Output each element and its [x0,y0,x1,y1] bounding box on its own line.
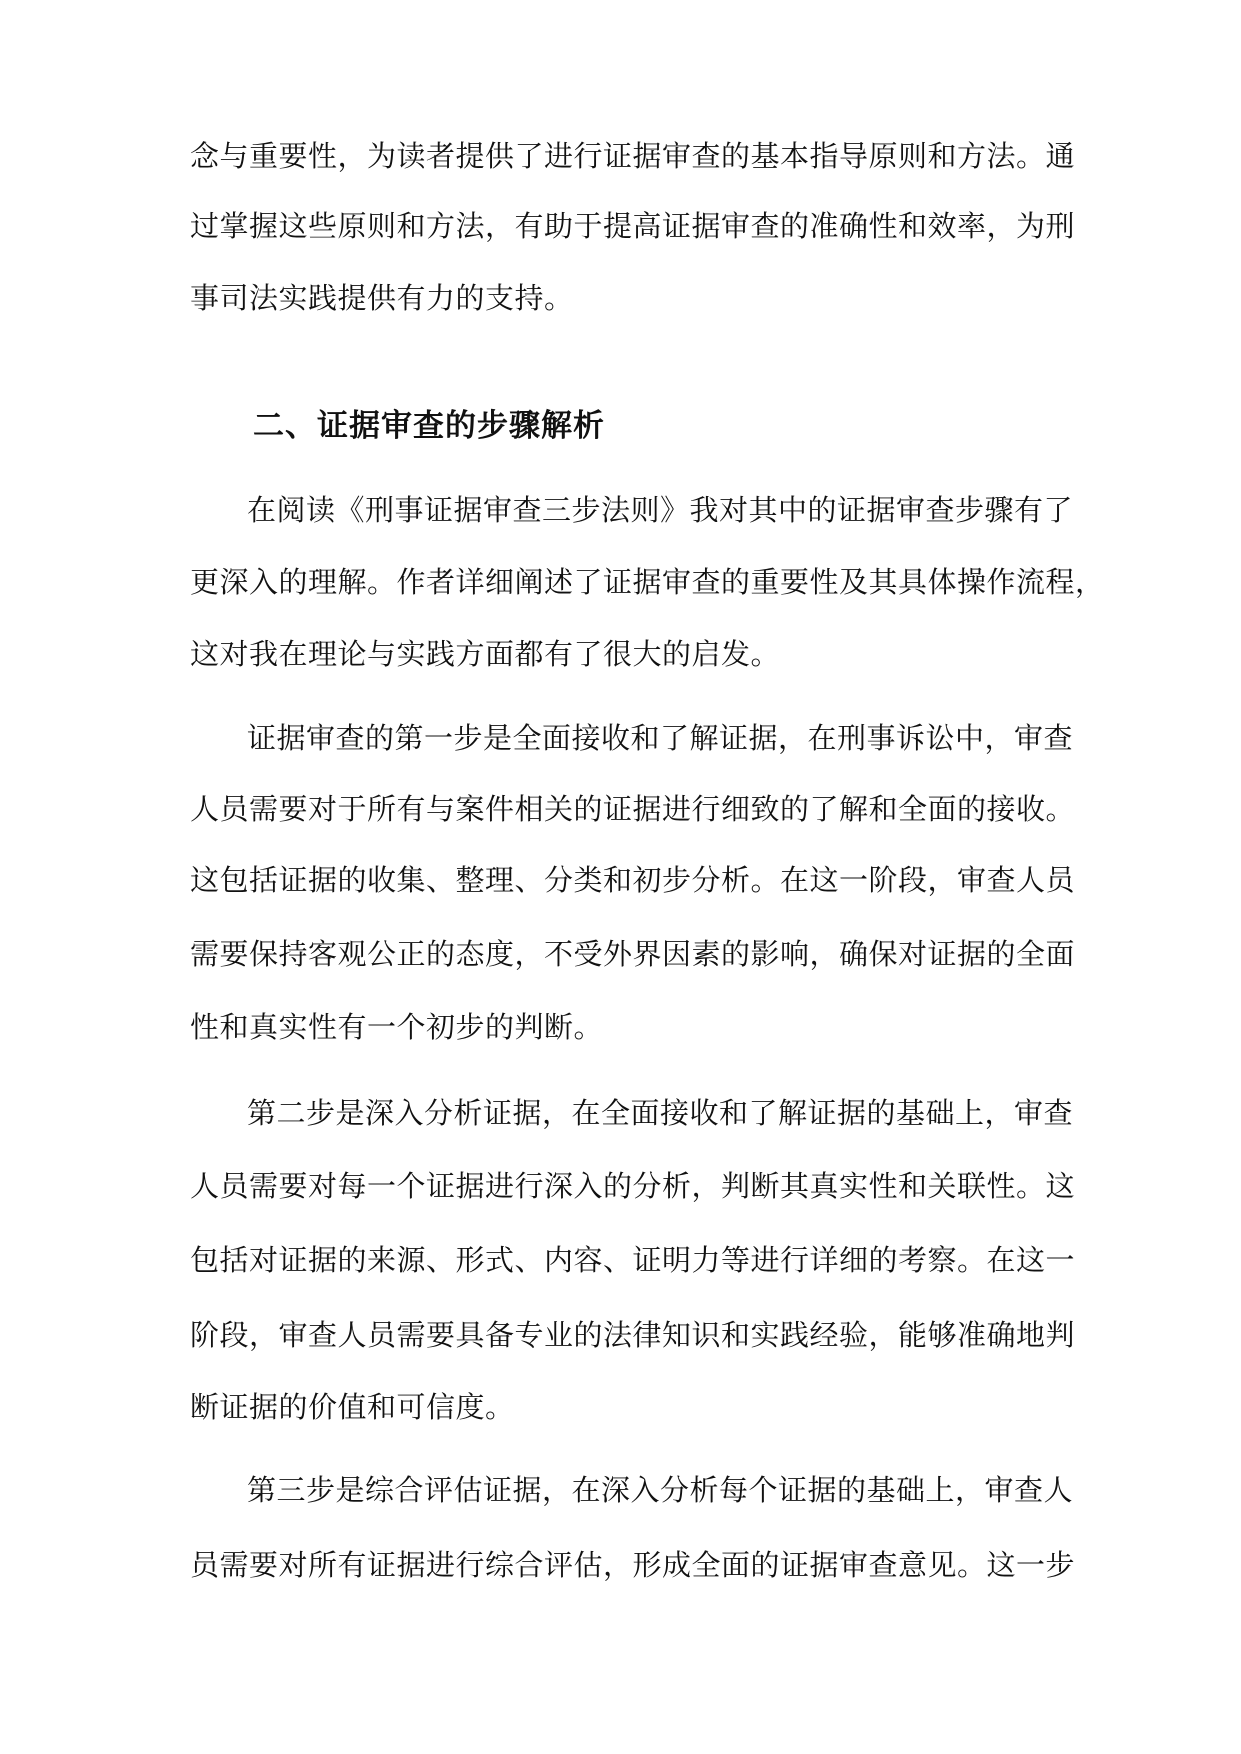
paragraph-line: 这对我在理论与实践方面都有了很大的启发。 [190,637,781,671]
paragraph-line: 这包括证据的收集、整理、分类和初步分析。在这一阶段，审查人员 [190,863,1076,897]
paragraph-line: 需要保持客观公正的态度，不受外界因素的影响，确保对证据的全面 [190,937,1076,971]
paragraph-line: 证据审查的第一步是全面接收和了解证据，在刑事诉讼中，审查 [247,721,1074,755]
paragraph-line: 包括对证据的来源、形式、内容、证明力等进行详细的考察。在这一 [190,1243,1076,1277]
paragraph-line: 第三步是综合评估证据，在深入分析每个证据的基础上，审查人 [247,1473,1074,1507]
paragraph-line: 事司法实践提供有力的支持。 [190,281,574,315]
paragraph-line: 性和真实性有一个初步的判断。 [190,1010,604,1044]
paragraph-line: 人员需要对每一个证据进行深入的分析，判断其真实性和关联性。这 [190,1169,1076,1203]
paragraph-line: 人员需要对于所有与案件相关的证据进行细致的了解和全面的接收。 [190,792,1076,826]
paragraph-line: 过掌握这些原则和方法，有助于提高证据审查的准确性和效率，为刑 [190,209,1076,243]
paragraph-line: 第二步是深入分析证据，在全面接收和了解证据的基础上，审查 [247,1096,1074,1130]
paragraph-line: 员需要对所有证据进行综合评估，形成全面的证据审查意见。这一步 [190,1548,1076,1582]
section-heading: 二、证据审查的步骤解析 [253,408,605,444]
paragraph-line: 念与重要性，为读者提供了进行证据审查的基本指导原则和方法。通 [190,139,1076,173]
paragraph-line: 断证据的价值和可信度。 [190,1390,515,1424]
paragraph-line: 更深入的理解。作者详细阐述了证据审查的重要性及其具体操作流程， [190,565,1105,599]
paragraph-line: 阶段，审查人员需要具备专业的法律知识和实践经验，能够准确地判 [190,1318,1076,1352]
paragraph-line: 在阅读《刑事证据审查三步法则》我对其中的证据审查步骤有了 [247,493,1074,527]
